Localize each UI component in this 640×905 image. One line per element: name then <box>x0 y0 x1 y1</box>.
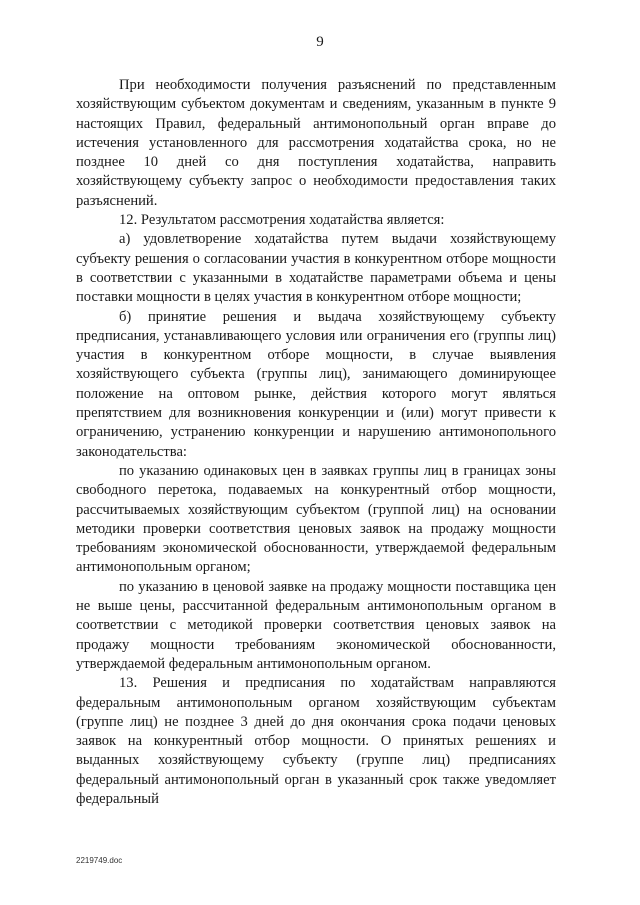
paragraph-subitem-a: а) удовлетворение ходатайства путем выдачи хозяйствующему субъекту решения о согласовании участия в конкурентном отборе мощности в соответствии с указанными в ходатайстве параметрами объема и цены поставки мощности в целях участия в конкурентном отборе мощности; <box>76 231 556 306</box>
paragraph-subitem-b: б) принятие решения и выдача хозяйствующему субъекту предписания, устанавливающего условия или ограничения его (группы лиц) участия в конкурентном отборе мощности, в случае выявления хозяйствующего субъекта (группы лиц), занимающего доминирующее положение на оптовом рынке, действия которого могут являться препятствием для возникновения конкуренции и (или) могут привести к ограничению, устранению конкуренции и нарушению антимонопольного законодательства: <box>76 308 556 460</box>
paragraph-item-13: 13. Решения и предписания по ходатайствам направляются федеральным антимонопольным органом хозяйствующим субъектам (группе лиц) не позднее 3 дней до дня окончания срока подачи ценовых заявок на конкурентный отбор мощности. О принятых решениях и выданных хозяйствующему субъекту (группе лиц) предписаниях федеральный антимонопольный орган в указанный срок также уведомляет федеральный <box>76 675 556 807</box>
paragraph-item-12: 12. Результатом рассмотрения ходатайства является: <box>119 212 445 229</box>
page-number: 9 <box>316 34 324 50</box>
paragraph-equal-prices: по указанию одинаковых цен в заявках группы лиц в границах зоны свободного перетока, подаваемых на конкурентный отбор мощности, рассчитываемых хозяйствующим субъектом (группой лиц) на основании методики проверки соответствия ценовых заявок на продажу мощности требованиям экономической обоснованности, утверждаемой федеральным антимонопольным органом; <box>76 462 556 576</box>
paragraph-price-cap: по указанию в ценовой заявке на продажу мощности поставщика цен не выше цены, рассчитанной федеральным антимонопольным органом в соответствии с методикой проверки соответствия ценовых заявок на продажу мощности требованиям экономической обоснованности, утверждаемой федеральным антимонопольным органом. <box>76 578 556 672</box>
document-body <box>76 76 556 809</box>
paragraph-clarification-request: При необходимости получения разъяснений по представленным хозяйствующим субъектом документам и сведениям, указанным в пункте 9 настоящих Правил, федеральный антимонопольный орган вправе до истечения установленного для рассмотрения ходатайства срока, но не позднее 10 дней со дня поступления ходатайства, направить хозяйствующему субъекту запрос о необходимости предоставления таких разъяснений. <box>76 77 556 209</box>
footer-filename: 2219749.doc <box>76 856 123 865</box>
